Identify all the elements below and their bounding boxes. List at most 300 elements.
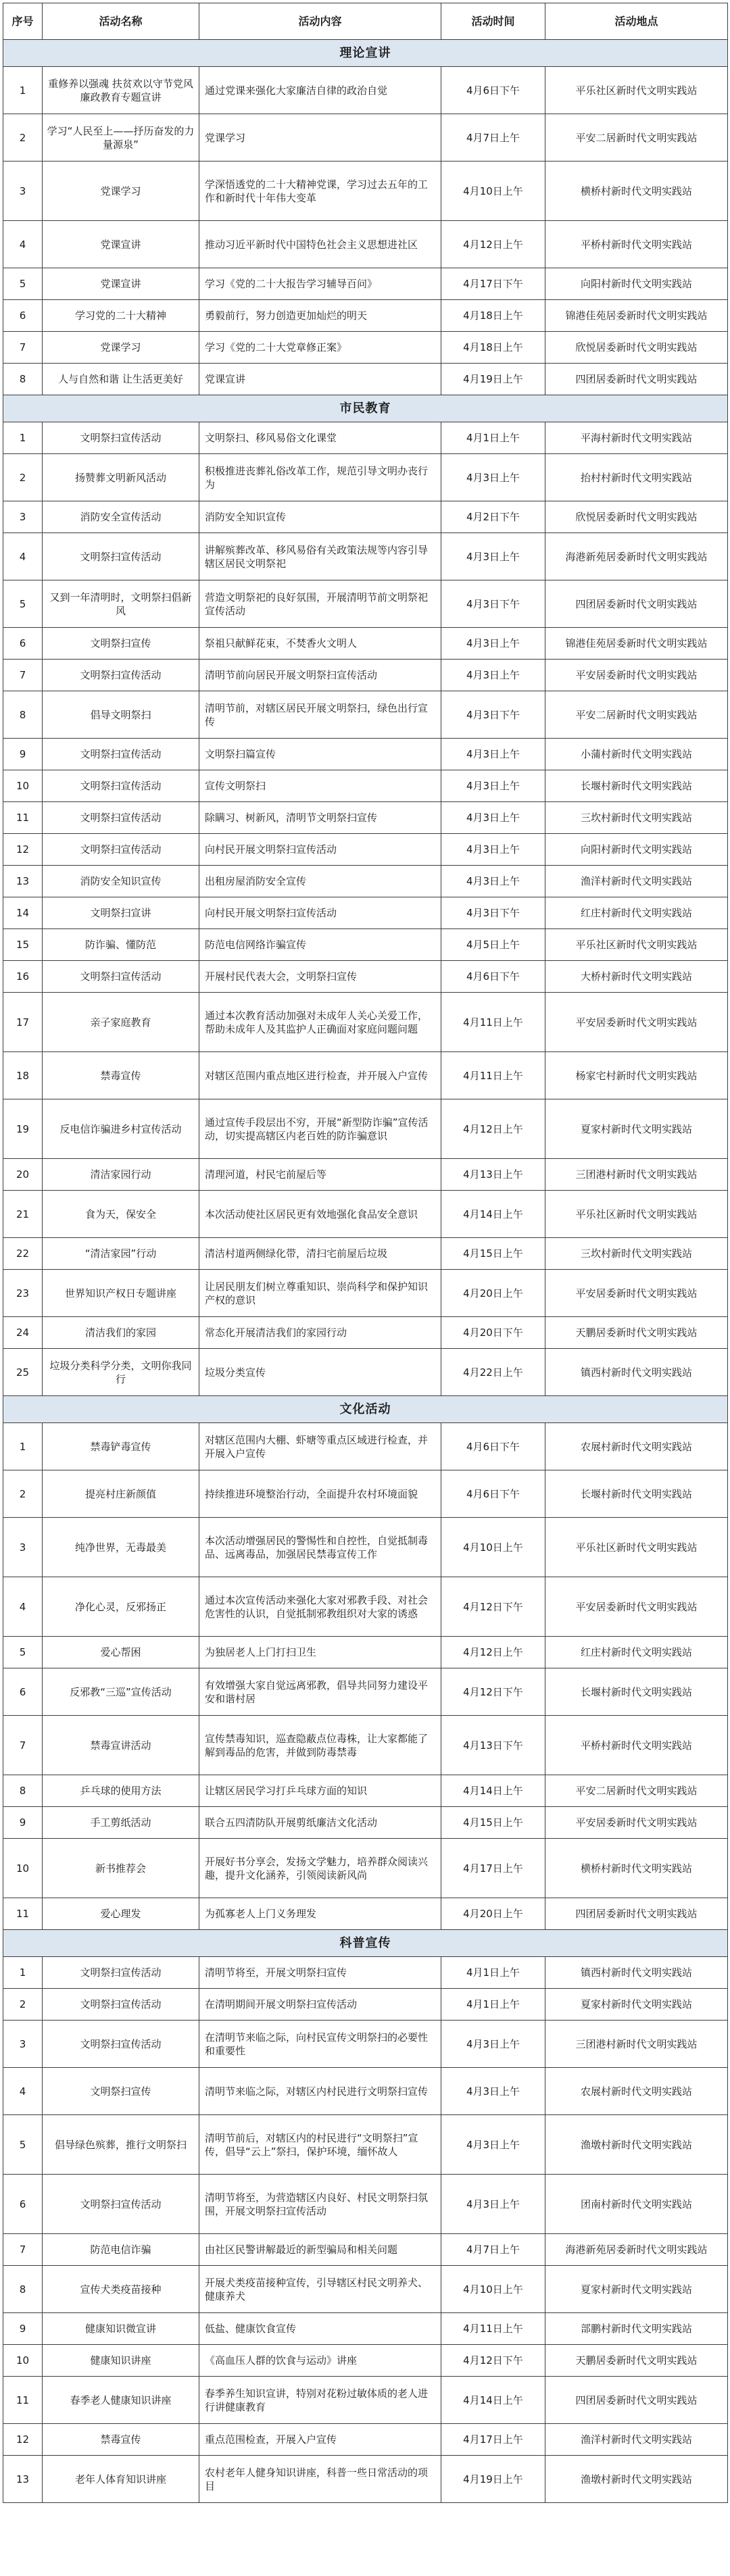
cell-activity-content: 清理河道，村民宅前屋后等 (199, 1159, 441, 1191)
cell-index: 1 (3, 1423, 43, 1470)
cell-activity-content: 对辖区范围内重点地区进行检查，并开展入户宣传 (199, 1052, 441, 1099)
cell-activity-content: 推动习近平新时代中国特色社会主义思想进社区 (199, 221, 441, 268)
cell-activity-name: 禁毒宣讲活动 (43, 1716, 199, 1775)
cell-activity-location: 长堰村新时代文明实践站 (545, 1470, 728, 1518)
table-row (3, 691, 728, 739)
cell-activity-content: 向村民开展文明祭扫宣传活动 (199, 897, 441, 929)
table-row (3, 1052, 728, 1099)
cell-activity-location: 四团居委新时代文明实践站 (545, 580, 728, 628)
cell-activity-location: 三坎村新时代文明实践站 (545, 802, 728, 834)
table-row (3, 1470, 728, 1518)
cell-index: 18 (3, 1052, 43, 1099)
cell-activity-name: 提亮村庄新颜值 (43, 1470, 199, 1518)
cell-index: 9 (3, 1807, 43, 1839)
cell-activity-location: 农展村新时代文明实践站 (545, 2068, 728, 2115)
table-row (3, 2345, 728, 2377)
cell-activity-content: 通过党课来强化大家廉洁自律的政治自觉 (199, 67, 441, 114)
cell-activity-time: 4月3日上午 (441, 802, 545, 834)
section-header-row (3, 1396, 728, 1423)
cell-activity-location: 渔洋村新时代文明实践站 (545, 866, 728, 897)
table-row (3, 866, 728, 897)
table-row (3, 2021, 728, 2068)
table-row (3, 961, 728, 993)
cell-activity-content: 垃圾分类宣传 (199, 1349, 441, 1396)
cell-index: 15 (3, 929, 43, 961)
cell-index: 1 (3, 1957, 43, 1989)
section-title: 市民教育 (3, 395, 728, 422)
cell-index: 9 (3, 2313, 43, 2345)
cell-activity-content: 祭祖只献鲜花束，不焚香火文明人 (199, 628, 441, 660)
cell-activity-location: 平安居委新时代文明实践站 (545, 1270, 728, 1317)
cell-activity-name: 健康知识微宣讲 (43, 2313, 199, 2345)
cell-activity-name: 文明祭扫宣传 (43, 2068, 199, 2115)
cell-activity-time: 4月12日上午 (441, 221, 545, 268)
cell-activity-name: 文明祭扫宣传活动 (43, 1989, 199, 2021)
cell-activity-time: 4月3日上午 (441, 770, 545, 802)
cell-activity-location: 渔墩村新时代文明实践站 (545, 2115, 728, 2175)
cell-activity-location: 锦港佳苑居委新时代文明实践站 (545, 628, 728, 660)
cell-activity-location: 海港新苑居委新时代文明实践站 (545, 533, 728, 580)
cell-index: 6 (3, 628, 43, 660)
cell-activity-name: 党课学习 (43, 332, 199, 364)
cell-activity-location: 抬村村新时代文明实践站 (545, 454, 728, 501)
cell-activity-location: 平安居委新时代文明实践站 (545, 993, 728, 1052)
cell-activity-name: 扬赞葬文明新风活动 (43, 454, 199, 501)
cell-activity-content: 重点范围检查，开展入户宣传 (199, 2424, 441, 2456)
cell-index: 7 (3, 1716, 43, 1775)
table-row (3, 1716, 728, 1775)
cell-activity-time: 4月20日下午 (441, 1317, 545, 1349)
cell-activity-content: 通过本次教育活动加强对未成年人关心关爱工作，帮助未成年人及其监护人正确面对家庭问题问题 (199, 993, 441, 1052)
cell-activity-content: 除瞒习、树新风，清明节文明祭扫宣传 (199, 802, 441, 834)
table-row (3, 2115, 728, 2175)
cell-activity-name: 宣传犬类疫苗接种 (43, 2266, 199, 2313)
table-row (3, 1807, 728, 1839)
table-row (3, 2175, 728, 2234)
cell-activity-time: 4月20日上午 (441, 1898, 545, 1930)
cell-activity-location: 锦港佳苑居委新时代文明实践站 (545, 300, 728, 332)
cell-activity-location: 平安二居新时代文明实践站 (545, 691, 728, 739)
cell-index: 19 (3, 1099, 43, 1159)
cell-activity-name: 文明祭扫宣传活动 (43, 802, 199, 834)
cell-activity-time: 4月13日下午 (441, 1716, 545, 1775)
header-activity-name: 活动名称 (43, 3, 199, 40)
cell-activity-content: 清明节前，对辖区居民开展文明祭扫，绿色出行宣传 (199, 691, 441, 739)
cell-activity-content: 有效增强大家自觉远离邪教，倡导共同努力建设平安和谐村居 (199, 1668, 441, 1716)
cell-index: 14 (3, 897, 43, 929)
cell-activity-content: 由社区民警讲解最近的新型骗局和相关问题 (199, 2234, 441, 2266)
cell-activity-location: 长堰村新时代文明实践站 (545, 770, 728, 802)
cell-index: 4 (3, 1577, 43, 1637)
cell-activity-time: 4月1日上午 (441, 1957, 545, 1989)
cell-activity-content: 讲解殡葬改革、移风易俗有关政策法规等内容引导辖区居民文明祭祀 (199, 533, 441, 580)
cell-index: 13 (3, 866, 43, 897)
table-row (3, 533, 728, 580)
cell-index: 24 (3, 1317, 43, 1349)
cell-index: 12 (3, 2424, 43, 2456)
cell-activity-location: 三团港村新时代文明实践站 (545, 1159, 728, 1191)
cell-index: 8 (3, 364, 43, 395)
cell-index: 3 (3, 1518, 43, 1577)
cell-activity-name: 爱心帮困 (43, 1637, 199, 1668)
table-row (3, 2377, 728, 2424)
table-row (3, 1577, 728, 1637)
cell-activity-content: 清洁村道两侧绿化带，清扫宅前屋后垃圾 (199, 1238, 441, 1270)
cell-activity-name: 清洁家园行动 (43, 1159, 199, 1191)
cell-activity-name: 文明祭扫宣传活动 (43, 1957, 199, 1989)
cell-activity-content: 清明节将至，开展文明祭扫宣传 (199, 1957, 441, 1989)
table-row (3, 1423, 728, 1470)
cell-activity-location: 四团居委新时代文明实践站 (545, 2377, 728, 2424)
section-header-row (3, 40, 728, 67)
cell-index: 5 (3, 268, 43, 300)
cell-index: 11 (3, 2377, 43, 2424)
cell-activity-content: 清明节前向居民开展文明祭扫宣传活动 (199, 660, 441, 691)
cell-index: 8 (3, 1775, 43, 1807)
cell-activity-name: 党课宣讲 (43, 221, 199, 268)
table-row (3, 1191, 728, 1238)
cell-activity-content: 让辖区居民学习打乒乓球方面的知识 (199, 1775, 441, 1807)
cell-activity-time: 4月3日上午 (441, 533, 545, 580)
cell-activity-time: 4月19日上午 (441, 2456, 545, 2503)
cell-index: 23 (3, 1270, 43, 1317)
table-row (3, 802, 728, 834)
cell-activity-time: 4月19日上午 (441, 364, 545, 395)
table-row (3, 1898, 728, 1930)
cell-activity-content: 在清明期间开展文明祭扫宣传活动 (199, 1989, 441, 2021)
cell-index: 7 (3, 660, 43, 691)
cell-activity-time: 4月3日上午 (441, 628, 545, 660)
table-row (3, 2424, 728, 2456)
table-row (3, 332, 728, 364)
table-row (3, 1099, 728, 1159)
cell-activity-time: 4月22日上午 (441, 1349, 545, 1396)
cell-activity-time: 4月17日上午 (441, 1839, 545, 1898)
cell-activity-location: 平安二居新时代文明实践站 (545, 114, 728, 162)
table-row (3, 2456, 728, 2503)
cell-index: 8 (3, 691, 43, 739)
cell-activity-name: 又到一年清明时，文明祭扫倡新风 (43, 580, 199, 628)
cell-activity-location: 杨家宅村新时代文明实践站 (545, 1052, 728, 1099)
cell-activity-location: 平安居委新时代文明实践站 (545, 1577, 728, 1637)
table-row (3, 1159, 728, 1191)
cell-index: 4 (3, 533, 43, 580)
cell-activity-content: 春季养生知识宣讲，特别对花粉过敏体质的老人进行讲健康教育 (199, 2377, 441, 2424)
cell-activity-content: 持续推进环境整治行动，全面提升农村环境面貌 (199, 1470, 441, 1518)
cell-activity-name: 手工剪纸活动 (43, 1807, 199, 1839)
cell-activity-location: 平海村新时代文明实践站 (545, 422, 728, 454)
cell-activity-name: 纯净世界，无毒最美 (43, 1518, 199, 1577)
cell-activity-name: 学习党的二十大精神 (43, 300, 199, 332)
section-header-row (3, 395, 728, 422)
table-row (3, 929, 728, 961)
cell-activity-location: 平安居委新时代文明实践站 (545, 660, 728, 691)
table-row (3, 364, 728, 395)
cell-activity-location: 四团居委新时代文明实践站 (545, 1898, 728, 1930)
activity-schedule-table (3, 3, 728, 2503)
cell-activity-time: 4月1日上午 (441, 422, 545, 454)
table-row (3, 162, 728, 221)
cell-activity-content: 《高血压人群的饮食与运动》讲座 (199, 2345, 441, 2377)
cell-activity-content: 对辖区范围内大棚、虾塘等重点区域进行检查，并开展入户宣传 (199, 1423, 441, 1470)
cell-activity-time: 4月2日下午 (441, 501, 545, 533)
table-row (3, 2068, 728, 2115)
cell-activity-name: 食为天，保安全 (43, 1191, 199, 1238)
cell-activity-name: 倡导绿色殡葬，推行文明祭扫 (43, 2115, 199, 2175)
table-row (3, 1270, 728, 1317)
cell-activity-name: “清洁家园”行动 (43, 1238, 199, 1270)
cell-activity-time: 4月17日下午 (441, 268, 545, 300)
table-row (3, 1839, 728, 1898)
cell-activity-location: 平乐社区新时代文明实践站 (545, 1191, 728, 1238)
table-row (3, 114, 728, 162)
cell-activity-content: 为孤寡老人上门义务理发 (199, 1898, 441, 1930)
cell-activity-time: 4月3日上午 (441, 866, 545, 897)
cell-activity-location: 天鹏居委新时代文明实践站 (545, 1317, 728, 1349)
cell-activity-time: 4月14日上午 (441, 1775, 545, 1807)
cell-activity-time: 4月11日上午 (441, 993, 545, 1052)
table-body (3, 40, 728, 2503)
cell-activity-name: 爱心理发 (43, 1898, 199, 1930)
cell-activity-time: 4月14日上午 (441, 2377, 545, 2424)
cell-index: 17 (3, 993, 43, 1052)
cell-index: 20 (3, 1159, 43, 1191)
cell-activity-name: 净化心灵，反邪扬正 (43, 1577, 199, 1637)
cell-activity-time: 4月3日下午 (441, 580, 545, 628)
table-row (3, 834, 728, 866)
cell-activity-location: 夏家村新时代文明实践站 (545, 2266, 728, 2313)
cell-index: 5 (3, 1637, 43, 1668)
cell-activity-location: 夏家村新时代文明实践站 (545, 1099, 728, 1159)
cell-activity-name: 乒乓球的使用方法 (43, 1775, 199, 1807)
cell-activity-name: 文明祭扫宣传活动 (43, 2175, 199, 2234)
section-title: 文化活动 (3, 1396, 728, 1423)
cell-index: 10 (3, 770, 43, 802)
cell-activity-time: 4月10日上午 (441, 162, 545, 221)
cell-activity-name: 亲子家庭教育 (43, 993, 199, 1052)
cell-activity-content: 出租房屋消防安全宣传 (199, 866, 441, 897)
cell-index: 9 (3, 739, 43, 770)
cell-index: 11 (3, 802, 43, 834)
cell-activity-time: 4月12日下午 (441, 1668, 545, 1716)
cell-activity-time: 4月18日上午 (441, 300, 545, 332)
cell-index: 10 (3, 1839, 43, 1898)
cell-index: 3 (3, 501, 43, 533)
cell-activity-content: 本次活动使社区居民更有效地强化食品安全意识 (199, 1191, 441, 1238)
cell-activity-time: 4月3日上午 (441, 739, 545, 770)
cell-activity-content: 本次活动增强居民的警惕性和自控性，自觉抵制毒品、远离毒品，加强居民禁毒宣传工作 (199, 1518, 441, 1577)
table-row (3, 1775, 728, 1807)
cell-activity-content: 消防安全知识宣传 (199, 501, 441, 533)
cell-activity-time: 4月12日上午 (441, 1637, 545, 1668)
table-row (3, 1349, 728, 1396)
cell-activity-time: 4月1日上午 (441, 1989, 545, 2021)
table-header (3, 3, 728, 40)
cell-activity-name: 文明祭扫宣传活动 (43, 2021, 199, 2068)
cell-activity-content: 农村老年人健身知识讲座，科普一些日常活动的项目 (199, 2456, 441, 2503)
cell-activity-location: 三坎村新时代文明实践站 (545, 1238, 728, 1270)
header-activity-time: 活动时间 (441, 3, 545, 40)
cell-activity-content: 清明节将至，为营造辖区内良好、村民文明祭扫氛围，开展文明祭扫宣传活动 (199, 2175, 441, 2234)
section-title: 理论宣讲 (3, 40, 728, 67)
cell-activity-location: 长堰村新时代文明实践站 (545, 1668, 728, 1716)
cell-activity-name: 反电信诈骗进乡村宣传活动 (43, 1099, 199, 1159)
cell-activity-location: 镇西村新时代文明实践站 (545, 1957, 728, 1989)
table-row (3, 300, 728, 332)
cell-activity-time: 4月5日上午 (441, 929, 545, 961)
cell-activity-name: 消防安全宣传活动 (43, 501, 199, 533)
cell-activity-location: 欣悦居委新时代文明实践站 (545, 332, 728, 364)
cell-activity-name: 学习“人民至上——抒历奋发的力量源泉” (43, 114, 199, 162)
cell-activity-time: 4月3日上午 (441, 2068, 545, 2115)
cell-activity-location: 向阳村新时代文明实践站 (545, 834, 728, 866)
cell-activity-location: 向阳村新时代文明实践站 (545, 268, 728, 300)
cell-activity-name: 老年人体育知识讲座 (43, 2456, 199, 2503)
header-row (3, 3, 728, 40)
table-row (3, 1989, 728, 2021)
cell-activity-time: 4月3日上午 (441, 2175, 545, 2234)
cell-activity-time: 4月18日上午 (441, 332, 545, 364)
cell-activity-content: 文明祭扫篇宣传 (199, 739, 441, 770)
cell-index: 2 (3, 1470, 43, 1518)
cell-activity-name: 人与自然和谐 让生活更美好 (43, 364, 199, 395)
cell-index: 13 (3, 2456, 43, 2503)
cell-activity-time: 4月3日上午 (441, 834, 545, 866)
cell-index: 6 (3, 2175, 43, 2234)
cell-activity-time: 4月6日下午 (441, 1470, 545, 1518)
cell-activity-name: 反邪教“三巡”宣传活动 (43, 1668, 199, 1716)
cell-activity-name: 文明祭扫宣传活动 (43, 770, 199, 802)
cell-activity-content: 勇毅前行，努力创造更加灿烂的明天 (199, 300, 441, 332)
cell-index: 25 (3, 1349, 43, 1396)
cell-activity-time: 4月11日上午 (441, 1052, 545, 1099)
cell-activity-name: 文明祭扫宣传活动 (43, 422, 199, 454)
table-row (3, 454, 728, 501)
cell-activity-name: 党课学习 (43, 162, 199, 221)
table-row (3, 580, 728, 628)
cell-activity-time: 4月7日上午 (441, 114, 545, 162)
cell-activity-location: 团南村新时代文明实践站 (545, 2175, 728, 2234)
cell-activity-content: 清明节来临之际，对辖区内村民进行文明祭扫宣传 (199, 2068, 441, 2115)
cell-activity-content: 开展犬类疫苗接种宣传，引导辖区村民文明养犬、健康养犬 (199, 2266, 441, 2313)
cell-activity-location: 夏家村新时代文明实践站 (545, 1989, 728, 2021)
cell-activity-content: 积极推进丧葬礼俗改革工作，规范引导文明办丧行为 (199, 454, 441, 501)
cell-activity-name: 清洁我们的家园 (43, 1317, 199, 1349)
cell-activity-location: 平乐社区新时代文明实践站 (545, 67, 728, 114)
cell-index: 11 (3, 1898, 43, 1930)
cell-activity-content: 开展好书分享会，发扬文学魅力，培养群众阅读兴趣，提升文化涵养，引领阅读新风尚 (199, 1839, 441, 1898)
cell-activity-content: 党课学习 (199, 114, 441, 162)
cell-activity-location: 红庄村新时代文明实践站 (545, 1637, 728, 1668)
cell-activity-location: 平桥村新时代文明实践站 (545, 1716, 728, 1775)
table-row (3, 1957, 728, 1989)
cell-activity-content: 通过宣传手段层出不穷，开展“新型防诈骗”宣传活动，切实提高辖区内老百姓的防诈骗意识 (199, 1099, 441, 1159)
section-header-row (3, 1930, 728, 1957)
cell-activity-location: 渔墩村新时代文明实践站 (545, 2456, 728, 2503)
cell-activity-name: 防范电信诈骗 (43, 2234, 199, 2266)
table-row (3, 1238, 728, 1270)
cell-index: 1 (3, 422, 43, 454)
cell-activity-content: 防范电信网络诈骗宣传 (199, 929, 441, 961)
cell-activity-time: 4月12日上午 (441, 1099, 545, 1159)
cell-activity-name: 文明祭扫宣传活动 (43, 533, 199, 580)
table-row (3, 739, 728, 770)
cell-activity-name: 健康知识讲座 (43, 2345, 199, 2377)
cell-activity-name: 党课宣讲 (43, 268, 199, 300)
cell-activity-time: 4月14日上午 (441, 1191, 545, 1238)
cell-activity-name: 文明祭扫宣传活动 (43, 961, 199, 993)
table-row (3, 993, 728, 1052)
header-index: 序号 (3, 3, 43, 40)
cell-index: 8 (3, 2266, 43, 2313)
cell-activity-name: 文明祭扫宣传 (43, 628, 199, 660)
cell-activity-time: 4月10日上午 (441, 1518, 545, 1577)
cell-activity-time: 4月3日下午 (441, 691, 545, 739)
cell-activity-name: 消防安全知识宣传 (43, 866, 199, 897)
cell-activity-location: 三团港村新时代文明实践站 (545, 2021, 728, 2068)
cell-index: 6 (3, 1668, 43, 1716)
table-row (3, 422, 728, 454)
cell-activity-time: 4月6日下午 (441, 961, 545, 993)
table-row (3, 1668, 728, 1716)
cell-index: 21 (3, 1191, 43, 1238)
cell-activity-name: 文明祭扫宣讲 (43, 897, 199, 929)
table-row (3, 1637, 728, 1668)
section-title: 科普宣传 (3, 1930, 728, 1957)
cell-activity-location: 农展村新时代文明实践站 (545, 1423, 728, 1470)
cell-index: 22 (3, 1238, 43, 1270)
cell-index: 10 (3, 2345, 43, 2377)
cell-activity-location: 平乐社区新时代文明实践站 (545, 1518, 728, 1577)
cell-activity-name: 文明祭扫宣传活动 (43, 660, 199, 691)
cell-activity-name: 垃圾分类科学分类，文明你我同行 (43, 1349, 199, 1396)
cell-activity-location: 四团居委新时代文明实践站 (545, 364, 728, 395)
cell-activity-location: 镇西村新时代文明实践站 (545, 1349, 728, 1396)
cell-activity-location: 平桥村新时代文明实践站 (545, 221, 728, 268)
cell-index: 2 (3, 454, 43, 501)
cell-activity-location: 渔洋村新时代文明实践站 (545, 2424, 728, 2456)
cell-activity-time: 4月7日上午 (441, 2234, 545, 2266)
table-row (3, 268, 728, 300)
cell-activity-time: 4月12日下午 (441, 1577, 545, 1637)
cell-activity-time: 4月20日上午 (441, 1270, 545, 1317)
cell-activity-time: 4月12日下午 (441, 2345, 545, 2377)
cell-activity-name: 新书推荐会 (43, 1839, 199, 1898)
table-row (3, 660, 728, 691)
cell-activity-content: 让居民朋友们树立尊重知识、崇尚科学和保护知识产权的意识 (199, 1270, 441, 1317)
cell-activity-name: 禁毒宣传 (43, 1052, 199, 1099)
cell-index: 2 (3, 114, 43, 162)
cell-activity-content: 常态化开展清洁我们的家园行动 (199, 1317, 441, 1349)
cell-activity-location: 平安二居新时代文明实践站 (545, 1775, 728, 1807)
cell-index: 2 (3, 1989, 43, 2021)
cell-activity-content: 宣传文明祭扫 (199, 770, 441, 802)
cell-activity-time: 4月3日上午 (441, 660, 545, 691)
cell-index: 5 (3, 2115, 43, 2175)
cell-activity-location: 红庄村新时代文明实践站 (545, 897, 728, 929)
cell-index: 6 (3, 300, 43, 332)
cell-index: 4 (3, 221, 43, 268)
cell-activity-location: 天鹏居委新时代文明实践站 (545, 2345, 728, 2377)
cell-activity-name: 倡导文明祭扫 (43, 691, 199, 739)
table-row (3, 221, 728, 268)
cell-index: 7 (3, 332, 43, 364)
cell-activity-name: 防诈骗、懂防范 (43, 929, 199, 961)
cell-activity-time: 4月6日下午 (441, 1423, 545, 1470)
table-row (3, 501, 728, 533)
cell-activity-content: 为独居老人上门打扫卫生 (199, 1637, 441, 1668)
cell-activity-content: 在清明节来临之际，向村民宣传文明祭扫的必要性和重要性 (199, 2021, 441, 2068)
